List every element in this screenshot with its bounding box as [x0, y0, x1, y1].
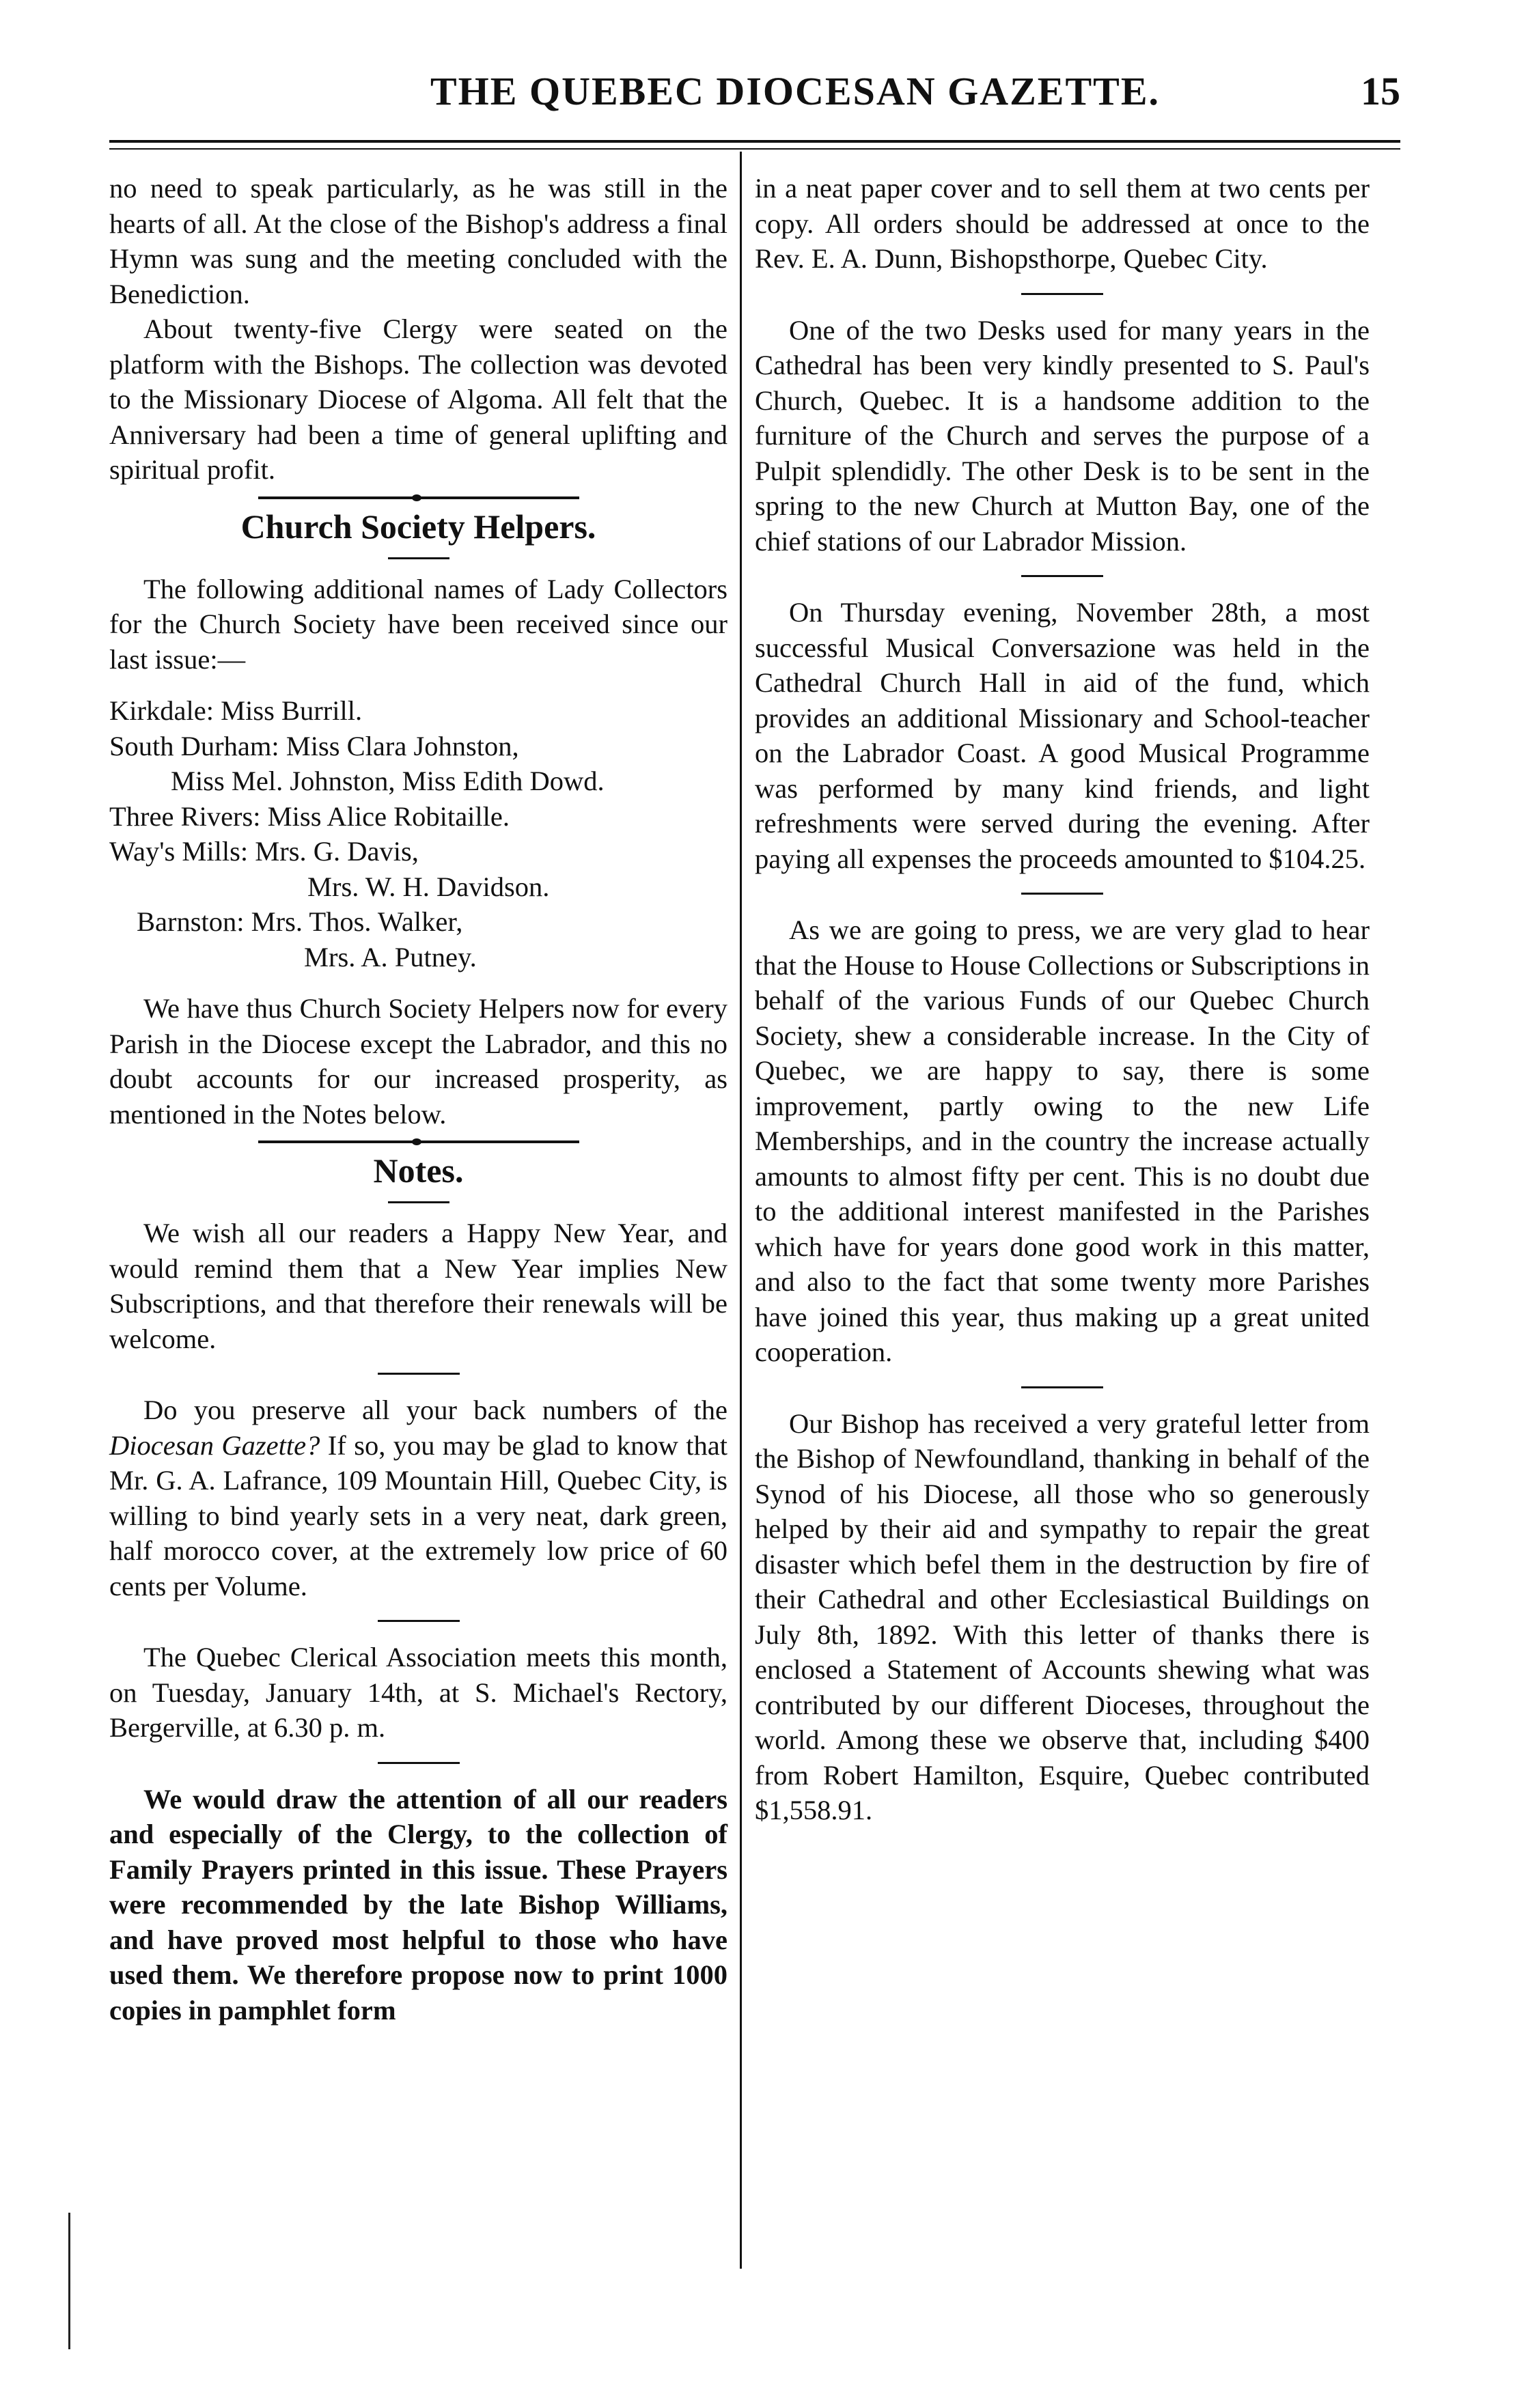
left-column [109, 171, 727, 2028]
list-item: Barnston: Mrs. Thos. Walker, [137, 906, 463, 937]
list-item: Way's Mills: Mrs. G. Davis, [109, 836, 419, 867]
list-item: Miss Mel. Johnston, Miss Edith Dowd. [171, 766, 605, 796]
ornament-rule [258, 494, 579, 501]
notes-heading: Notes. [373, 1151, 464, 1190]
ornament-rule [258, 1138, 579, 1145]
right-paragraph-2: One of the two Desks used for many years in the Cathedral has been very kindly presented to S. Paul's Church, Quebec. It is a handsome addition to the furniture of the Church and serves the purpose of a Pulpit splendidly. The other Desk is to be sent in the spring to the new Church at Mutton Bay, one of the chief stations of our Labrador Mission. [755, 314, 1370, 557]
collectors-list [109, 693, 727, 975]
list-item: Mrs. W. H. Davidson. [307, 871, 550, 902]
separator-rule [378, 1620, 460, 1622]
left-paragraph-4: We have thus Church Society Helpers now for every Parish in the Diocese except the Labrador, and this no doubt accounts for our increased prosperity, as mentioned in the Notes below. [109, 993, 727, 1130]
column-divider [740, 152, 742, 2269]
left-paragraph-6: Do you preserve all your back numbers of the Diocesan Gazette? If so, you may be glad to know that Mr. G. A. Lafrance, 109 Mountain Hill, Quebec City, is willing to bind yearly sets in a very neat, dark green, half morocco cover, at the extremely low price of 60 cents per Volume. [109, 1395, 727, 1601]
left-paragraph-1: no need to speak particularly, as he was still in the hearts of all. At the close of the Bishop's address a final Hymn was sung and the meeting concluded with the Benediction. [109, 173, 727, 309]
left-paragraph-8: We would draw the attention of all our readers and especially of the Clergy, to the collection of Family Prayers printed in this issue. These Prayers were recommended by the late Bishop Williams, and have proved most helpful to those who have used them. We therefore propose now to print 1000 copies in pamphlet form [109, 1783, 727, 2026]
separator-rule [378, 1373, 460, 1375]
left-paragraph-7: The Quebec Clerical Association meets this month, on Tuesday, January 14th, at S. Michael's Rectory, Bergerville, at 6.30 p. m. [109, 1642, 727, 1743]
list-item: Kirkdale: Miss Burrill. [109, 695, 363, 726]
church-society-helpers-heading: Church Society Helpers. [240, 507, 596, 546]
header-rule [109, 140, 1400, 150]
list-item: Three Rivers: Miss Alice Robitaille. [109, 800, 510, 832]
margin-mark [68, 2213, 70, 2349]
right-paragraph-4: As we are going to press, we are very glad to hear that the House to House Collections or Subscriptions in behalf of the various Funds of our Quebec Church Society, shew a considerable increase. In the City of Quebec, we are happy to say, there is some improvement, partly owing to the new Life Memberships, and in the country the increase actually amounts to almost fifty per cent. This is no doubt due to the additional interest manifested in the Parishes which have for years done good work in this matter, and also to the fact that some twenty more Parishes have joined this year, thus making up a great united cooperation. [755, 914, 1370, 1367]
list-item: Mrs. A. Putney. [304, 941, 477, 972]
short-rule [388, 557, 449, 559]
right-column [755, 171, 1370, 1828]
short-rule [388, 1201, 449, 1203]
right-paragraph-5: Our Bishop has received a very grateful letter from the Bishop of Newfoundland, thanking in behalf of the Synod of his Diocese, all those who so generously helped by their aid and sympathy to repair the great disaster which befel them in the destruction by fire of their Cathedral and other Ecclesiastical Buildings on July 8th, 1892. With this letter of thanks there is enclosed a Statement of Accounts shewing what was contributed by our different Dioceses, throughout the world. Among these we observe that, including $400 from Robert Hamilton, Esquire, Quebec contributed $1,558.91. [755, 1408, 1370, 1825]
left-paragraph-2: About twenty-five Clergy were seated on the platform with the Bishops. The collection was devoted to the Missionary Diocese of Algoma. All felt that the Anniversary had been a time of general uplifting and spiritual profit. [109, 313, 727, 485]
gazette-italic: Diocesan Gazette? [109, 1429, 320, 1461]
separator-rule [1021, 575, 1103, 577]
right-paragraph-3: On Thursday evening, November 28th, a most successful Musical Conversazione was held in the Cathedral Church Hall in aid of the fund, which provides an additional Missionary and School-teacher on the Labrador Coast. A good Musical Programme was performed by many kind friends, and light refreshments were served during the evening. After paying all expenses the proceeds amounted to $104.25. [755, 597, 1370, 874]
page-header [102, 68, 1400, 116]
header-title: THE QUEBEC DIOCESAN GAZETTE. [430, 69, 1161, 113]
separator-rule [378, 1762, 460, 1764]
right-paragraph-1: in a neat paper cover and to sell them at two cents per copy. All orders should be addressed at once to the Rev. E. A. Dunn, Bishopsthorpe, Quebec City. [755, 173, 1370, 274]
separator-rule [1021, 1386, 1103, 1388]
page-number: 15 [1361, 69, 1400, 113]
separator-rule [1021, 293, 1103, 295]
left-paragraph-3: The following additional names of Lady Collectors for the Church Society have been received since our last issue:— [109, 573, 727, 675]
list-item: South Durham: Miss Clara Johnston, [109, 730, 519, 761]
left-paragraph-5: We wish all our readers a Happy New Year, and would remind them that a New Year implies New Subscriptions, and that therefore their renewals will be welcome. [109, 1218, 727, 1354]
separator-rule [1021, 893, 1103, 895]
